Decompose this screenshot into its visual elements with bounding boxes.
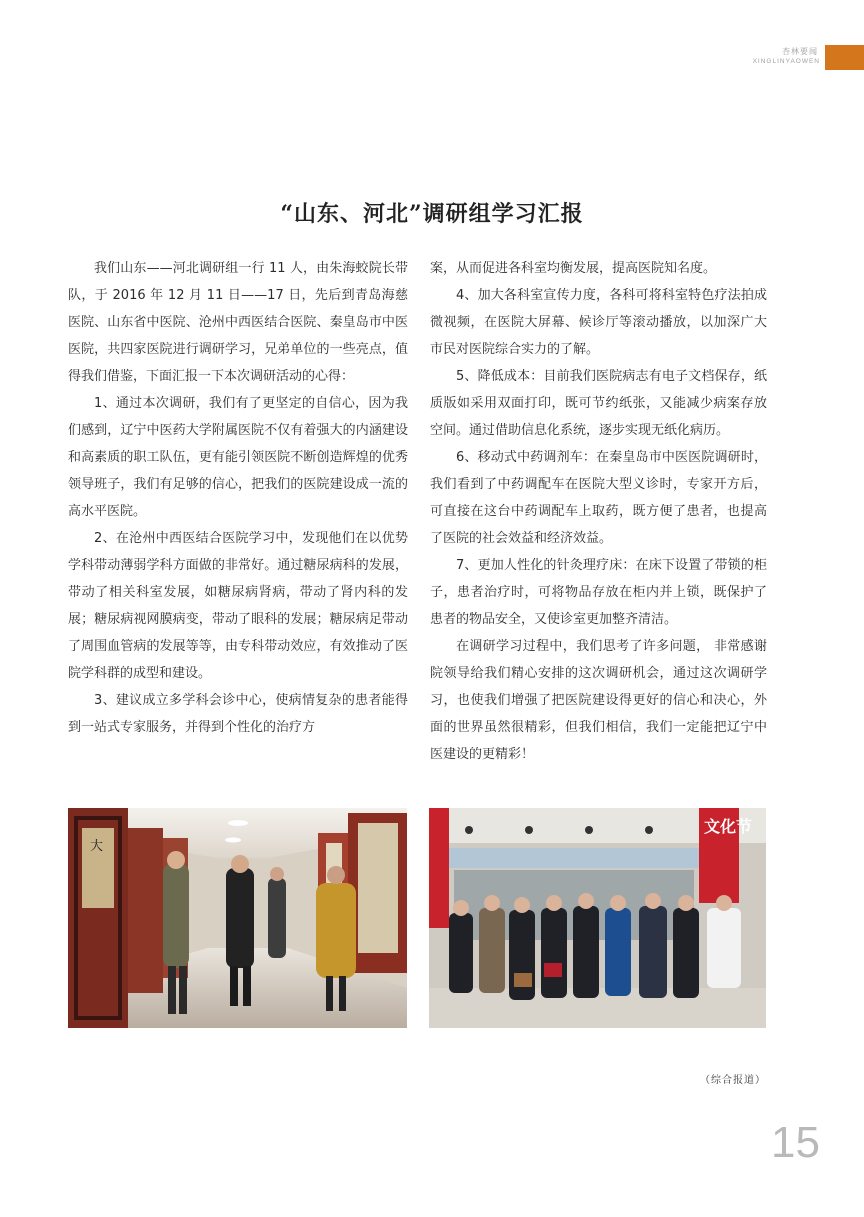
section-color-tab — [825, 45, 864, 70]
section-name-cn: 杏林要闻 — [782, 47, 818, 56]
section-name-en: XINGLINYAOWEN — [752, 58, 820, 65]
article-column-left — [68, 255, 408, 741]
banner-text: 文化节 — [704, 817, 753, 836]
photo-corridor-visit — [68, 808, 407, 1028]
paragraph-point-1: 1、通过本次调研，我们有了更坚定的自信心，因为我们感到，辽宁中医药大学附属医院不仅有着强大的内涵建设和高素质的职工队伍，更有能引领医院不断创造辉煌的优秀领导班子，我们有足够的信心，把我们的医院建设成一流的高水平医院。 — [68, 396, 408, 519]
paragraph-point-5: 5、降低成本：目前我们医院病志有电子文档保存，纸质版如采用双面打印，既可节约纸张，又能减少病案存放空间。通过借助信息化系统，逐步实现无纸化病历。 — [430, 369, 767, 438]
page-number: 15 — [771, 1118, 820, 1167]
paragraph-point-3-end: 案，从而促进各科室均衡发展，提高医院知名度。 — [430, 261, 717, 276]
article-column-right — [430, 255, 767, 768]
article-title: “山东、河北”调研组学习汇报 — [280, 201, 584, 227]
credit-line: （综合报道） — [700, 1075, 766, 1086]
paragraph-point-3-start: 3、建议成立多学科会诊中心，使病情复杂的患者能得到一站式专家服务，并得到个性化的治疗方 — [68, 693, 408, 735]
paragraph-point-6: 6、移动式中药调剂车：在秦皇岛市中医医院调研时，我们看到了中药调配车在医院大型义诊时，专家开方后，可直接在这台中药调配车上取药，既方便了患者，也提高了医院的社会效益和经济效益。 — [430, 450, 767, 546]
paragraph-point-4: 4、加大各科室宣传力度，各科可将科室特色疗法拍成微视频，在医院大屏幕、候诊厅等滚动播放，以加深广大市民对医院综合实力的了解。 — [430, 288, 767, 357]
paragraph-intro: 我们山东——河北调研组一行 11 人，由朱海蛟院长带队，于 2016 年 12 月 11 日——17 日，先后到青岛海慈医院、山东省中医院、沧州中西医结合医院、秦皇岛市中医医院，共四家医院进行调研学习，兄弟单位的一些亮点，值得我们借鉴，下面汇报一下本次调研活动的心得： — [68, 261, 408, 384]
paragraph-point-2: 2、在沧州中西医结合医院学习中，发现他们在以优势学科带动薄弱学科方面做的非常好。通过糖尿病科的发展，带动了相关科室发展，如糖尿病肾病，带动了肾内科的发展；糖尿病视网膜病变，带动了眼科的发展；糖尿病足带动了周围血管病的发展等等，由专科带动效应，有效推动了医院学科群的成型和建设。 — [68, 531, 408, 681]
photo-group — [429, 808, 766, 1028]
paragraph-conclusion: 在调研学习过程中，我们思考了许多问题， 非常感谢院领导给我们精心安排的这次调研机会，通过这次调研学习，也使我们增强了把医院建设得更好的信心和决心，外面的世界虽然很精彩，但我们相信，我们一定能把辽宁中医建设的更精彩！ — [430, 639, 767, 762]
paragraph-point-7: 7、更加人性化的针灸理疗床：在床下设置了带锁的柜子，患者治疗时，可将物品存放在柜内并上锁，既保护了患者的物品安全，又使诊室更加整齐清洁。 — [430, 558, 767, 627]
svg-text:大: 大 — [90, 839, 104, 854]
